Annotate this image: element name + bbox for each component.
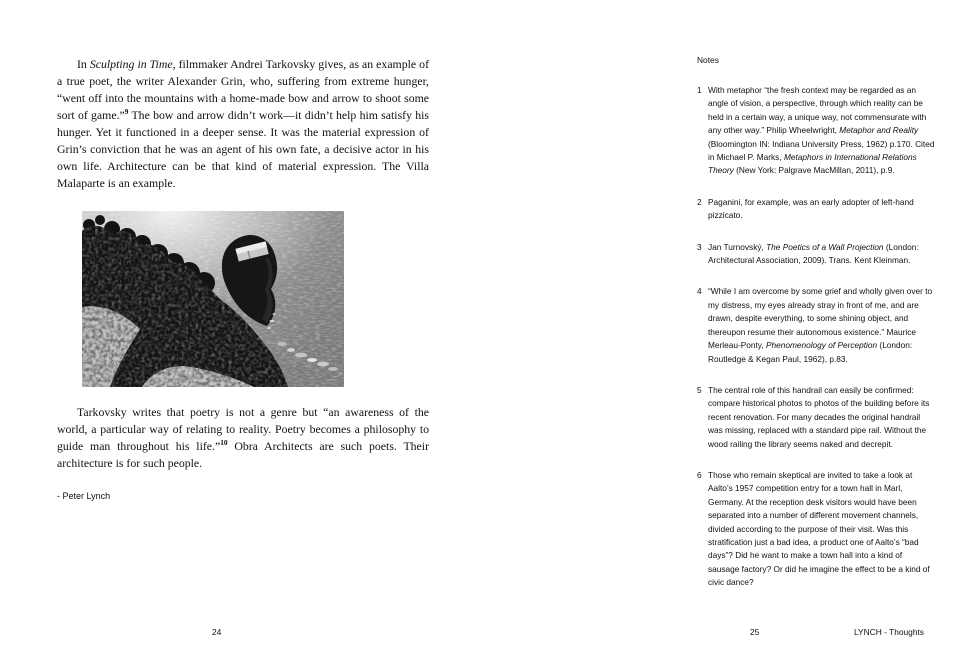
running-footer: LYNCH - Thoughts xyxy=(854,627,924,637)
page-number-left: 24 xyxy=(212,627,222,637)
note-item xyxy=(697,241,935,268)
paragraph-tarkovsky-grin: In Sculpting in Time, filmmaker Andrei Tarkovsky gives, as an example of a true poet, the writer Alexander Grin, who, suffering from extreme hunger, “went off into the mountains with a home-made bow and arrow to shoot some sort of game.”$^9$ The bow and arrow didn’t work—it didn’t help him satisfy his hunger. Yet it functioned in a deeper sense. It was the material expression of Grin’s conviction that he was an agent of his own fate, a decisive actor in his own life. Architecture can be that kind of material expression. The Villa Malaparte is an example. xyxy=(57,57,430,190)
note-number: 4 xyxy=(697,286,702,297)
note-text: Those who remain skeptical are invited to take a look at Aalto’s 1957 competition entry for a town hall in Marl, Germany. At the reception desk visitors would have been separated into a number of different movement channels, divided according to the purpose of their visit. Was this stratification just a bad idea, a product one of Aalto’s “bad days”? Did he want to make a town hall into a kind of sausage factory? Or did he imagine the effect to be a kind of civic dance? xyxy=(708,469,930,588)
note-text: Jan Turnovský, The Poetics of a Wall Projection (London: Architectural Association, 2009). Trans. Kent Kleinman. xyxy=(708,241,919,266)
page-number-right: 25 xyxy=(750,627,760,637)
note-text: With metaphor “the fresh context may be regarded as an angle of vision, a perspective, through which reality can be held in a certain way, a unique way, not commensurate with any other way.” Philip Wheelwright, Metaphor and Reality (Bloomington IN: Indiana University Press, 1962) p.170. Cited in Michael P. Marks, Metaphors in International Relations Theory (New York: Palgrave MacMillan, 2011), p.9. xyxy=(708,85,935,176)
villa-malaparte-photo-svg xyxy=(82,211,344,387)
note-text: “While I am overcome by some grief and wholly given over to my distress, my eyes already stray in front of me, and are drawn, despite everything, to some shining object, and thereupon resume their autonomous existence.” Maurice Merleau-Ponty, Phenomenology of Perception (London: Routledge & Kegan Paul, 1962), p.83. xyxy=(708,286,933,364)
note-text: The central role of this handrail can easily be confirmed: compare historical photos to photos of the building before its recent renovation. For many decades the original handrail was missing, replaced with a standard pipe rail. Without the wood railing the library seems naked and decrepit. xyxy=(708,384,930,449)
note-text: Paganini, for example, was an early adopter of left-hand pizzicato. xyxy=(708,196,914,221)
note-item xyxy=(697,196,935,223)
note-number: 3 xyxy=(697,241,702,252)
note-item xyxy=(697,84,935,178)
note-item xyxy=(697,285,935,365)
notes-list xyxy=(697,84,935,608)
villa-malaparte-photo xyxy=(82,211,344,387)
note-item xyxy=(697,384,935,451)
notes-heading: Notes xyxy=(697,55,719,65)
note-number: 6 xyxy=(697,469,702,480)
note-number: 5 xyxy=(697,384,702,395)
paragraph-poetry: Tarkovsky writes that poetry is not a genre but “an awareness of the world, a particular way of relating to reality. Poetry becomes a philosophy to guide man throughout his life.”$^{10}$ Obra Architects are such poets. Their architecture is for such people. xyxy=(57,405,430,470)
note-number: 1 xyxy=(697,85,702,95)
note-item xyxy=(697,469,935,590)
note-number: 2 xyxy=(697,196,702,207)
byline: - Peter Lynch xyxy=(57,491,111,501)
